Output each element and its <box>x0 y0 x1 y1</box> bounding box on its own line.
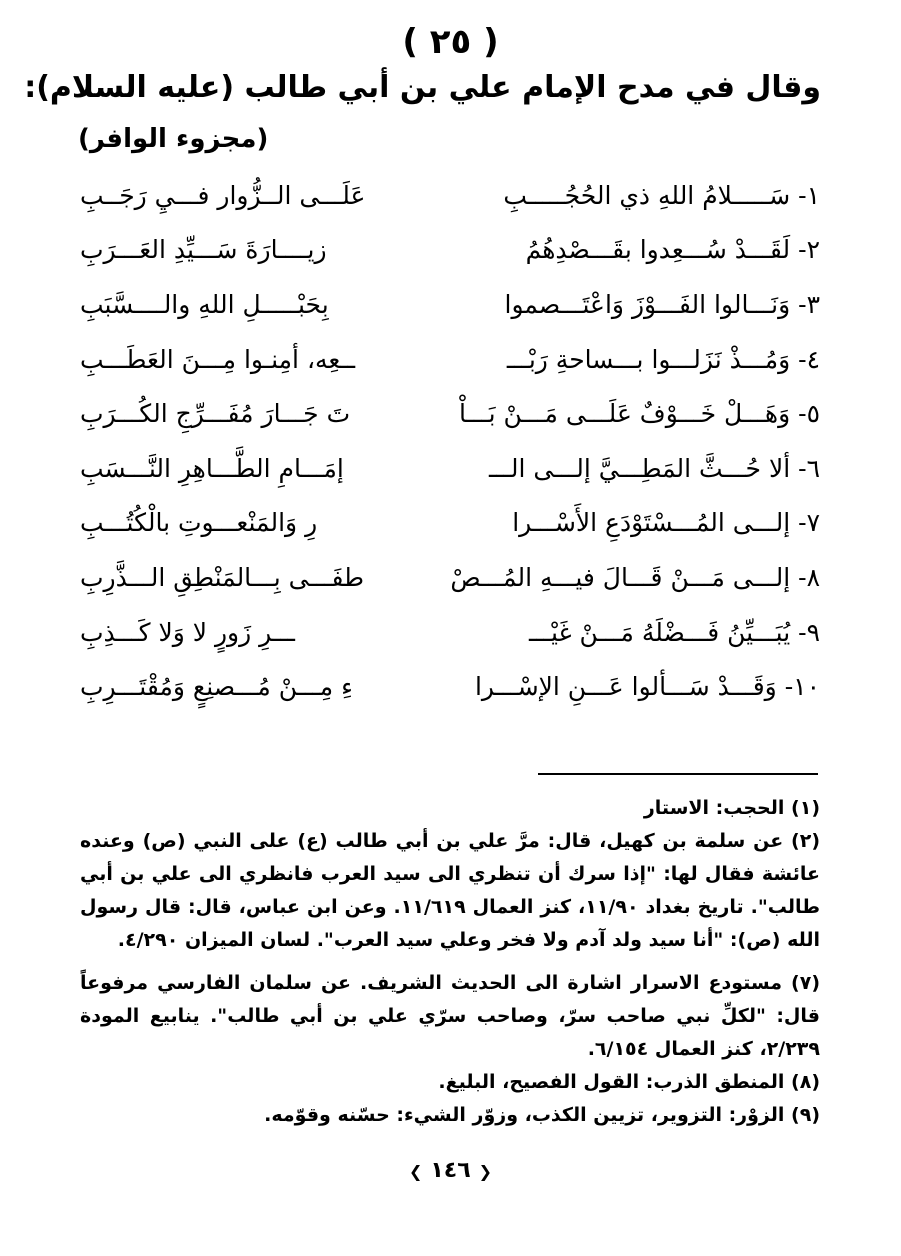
page-footer <box>0 1158 901 1183</box>
footnote-2: (٢) عن سلمة بن كهيل، قال: مرَّ علي بن أبي طالب (ع) على النبي (ص) وعنده عائشة فقال لها: "إذا سرك أن تنظري الى سيد العرب فانظري الى علي بن أبي طالب". تاريخ بغداد ١١/٩٠، كنز العمال ١١/٦١٩. وعن ابن عباس، قال: قال رسول الله (ص): "أنا سيد ولد آدم ولا فخر وعلي سيد العرب". لسان الميزان ٤/٢٩٠. <box>80 830 821 951</box>
verse-second-hemistich: بِحَبْـــــلِ اللهِ والــــسَّبَبِ <box>80 289 329 319</box>
verse-5 <box>80 386 820 441</box>
verse-10 <box>80 659 820 714</box>
ornament-right-icon: ❯ <box>478 1161 493 1181</box>
verse-first-hemistich: ٤- وَمُـــذْ نَزَلـــوا بـــساحةِ رَبْـــ <box>506 344 820 374</box>
verse-second-hemistich: ــعِه، أمِنـوا مِـــنَ العَطَـــبِ <box>80 344 356 374</box>
verse-second-hemistich: إمَـــامِ الطَّـــاهِرِ النَّـــسَبِ <box>80 453 344 483</box>
verse-first-hemistich: ٧- إلـــى المُـــسْتَوْدَعِ الأَسْـــرا <box>512 508 820 538</box>
footnote-8: (٨) المنطق الذرب: القول الفصيح، البليغ. <box>438 1071 820 1093</box>
page-number: ١٤٦ <box>430 1158 471 1183</box>
verse-second-hemistich: رِ وَالمَنْعـــوتِ بالْكُتُـــبِ <box>80 508 318 538</box>
verse-2 <box>80 223 820 278</box>
poem-body <box>80 168 820 714</box>
poem-number: ( ٢٥ ) <box>402 22 499 62</box>
verse-4 <box>80 332 820 387</box>
footnote-divider <box>538 773 818 775</box>
verse-second-hemistich: ءِ مِـــنْ مُـــصنِعٍ وَمُقْتَـــرِبِ <box>80 672 353 702</box>
verse-second-hemistich: ـــرِ زَورٍ لا وَلا كَـــذِبِ <box>80 617 295 647</box>
verse-6 <box>80 441 820 496</box>
verse-first-hemistich: ٢- لَقَـــدْ سُـــعِدوا بقَـــصْدِهُمُ <box>525 235 820 265</box>
verse-7 <box>80 496 820 551</box>
verse-first-hemistich: ٣- وَنَـــالوا الفَـــوْزَ وَاعْتَـــصموا <box>504 289 820 319</box>
footnotes <box>80 792 820 1132</box>
verse-first-hemistich: ٨- إلـــى مَـــنْ قَـــالَ فيـــهِ المُـــصْ <box>450 562 820 592</box>
verse-first-hemistich: ٥- وَهَـــلْ خَـــوْفٌ عَلَـــى مَـــنْ بَـــاْ <box>459 399 820 429</box>
verse-second-hemistich: زيــــارَةَ سَـــيِّدِ العَـــرَبِ <box>80 235 327 265</box>
verse-first-hemistich: ١- سَـــــلامُ اللهِ ذي الحُجُـــــبِ <box>503 180 820 210</box>
verse-8 <box>80 550 820 605</box>
verse-3 <box>80 277 820 332</box>
verse-first-hemistich: ١٠- وَقَـــدْ سَـــألوا عَـــنِ الإسْـــرا <box>474 672 820 702</box>
poem-title: وقال في مدح الإمام علي بن أبي طالب (عليه السلام): <box>24 70 821 105</box>
verse-second-hemistich: عَلَـــى الــزُّوار فـــيِ رَجَــبِ <box>80 180 366 210</box>
verse-9 <box>80 605 820 660</box>
footnote-9: (٩) الزوْر: التزوير، تزيين الكذب، وزوّر الشيء: حسّنه وقوّمه. <box>264 1104 820 1126</box>
verse-first-hemistich: ٦- ألا حُـــثَّ المَطِـــيَّ إلـــى الـــ <box>488 453 820 483</box>
footnote-1: (١) الحجب: الاستار <box>643 797 820 819</box>
verse-second-hemistich: تَ جَـــارَ مُفَـــرِّجِ الكُـــرَبِ <box>80 399 351 429</box>
verse-1 <box>80 168 820 223</box>
verse-second-hemistich: طفَـــى بِـــالمَنْطِقِ الـــذَّرِبِ <box>80 562 365 592</box>
ornament-left-icon: ❮ <box>408 1161 423 1181</box>
footnote-7: (٧) مستودع الاسرار اشارة الى الحديث الشريف. عن سلمان الفارسي مرفوعاً قال: "لكلِّ نبي صاحب سرّ، وصاحب سرّي علي بن أبي طالب". ينابيع المودة ٢/٢٣٩، كنز العمال ٦/١٥٤. <box>80 972 820 1060</box>
poem-meter: (مجزوء الوافر) <box>78 124 269 154</box>
verse-first-hemistich: ٩- يُبَـــيِّنُ فَـــضْلَهُ مَـــنْ غَيْـــ <box>529 617 820 647</box>
